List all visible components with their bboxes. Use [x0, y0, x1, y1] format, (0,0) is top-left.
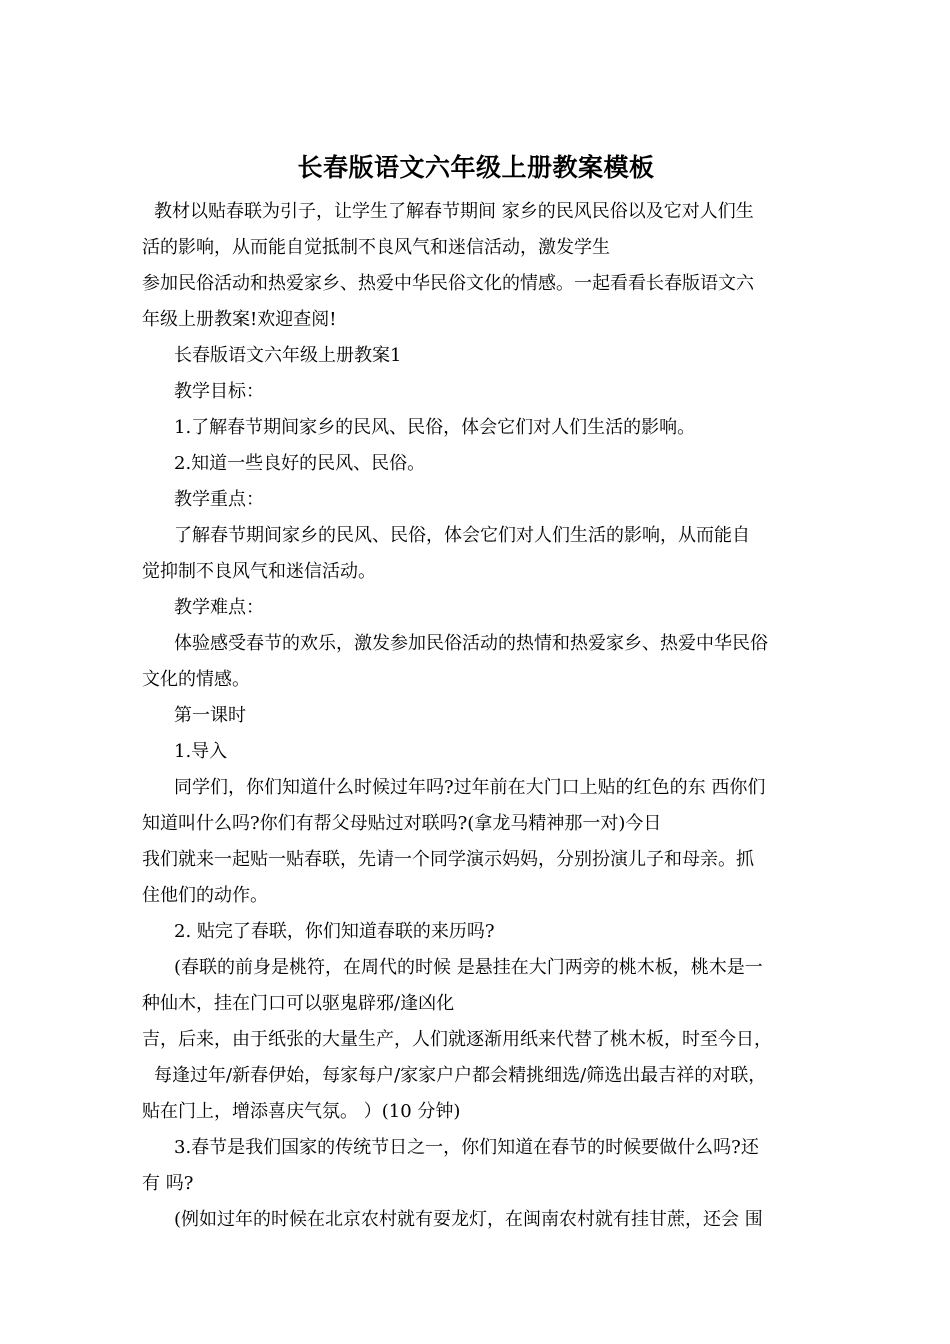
text-line: 有 吗?: [142, 1173, 194, 1194]
text-line: 2.知道一些良好的民风、民俗。: [174, 453, 426, 474]
text-line: 教材以贴春联为引子，让学生了解春节期间 家乡的民风民俗以及它对人们生: [154, 201, 754, 222]
text-line: 教学重点：: [174, 489, 264, 510]
text-line: 1.了解春节期间家乡的民风、民俗，体会它们对人们生活的影响。: [174, 417, 696, 438]
text-line: 同学们，你们知道什么时候过年吗?过年前在大门口上贴的红色的东 西你们: [174, 777, 766, 798]
text-line: 种仙木，挂在门口可以驱鬼辟邪/逢凶化: [142, 993, 455, 1014]
text-line: 知道叫什么吗?你们有帮父母贴过对联吗?(拿龙马精神那一对)今日: [142, 813, 662, 834]
text-line: 年级上册教案!欢迎查阅!: [142, 309, 337, 330]
text-line: 教学目标：: [174, 381, 264, 402]
text-line: 每逢过年/新春伊始，每家每户/家家户户都会精挑细选/筛选出最吉祥的对联，: [154, 1065, 767, 1086]
document-body: [142, 194, 810, 1238]
text-line: 2. 贴完了春联，你们知道春联的来历吗?: [174, 921, 495, 942]
text-line: 觉抑制不良风气和迷信活动。: [142, 561, 376, 582]
text-line: 贴在门上，增添喜庆气氛。 ）(10 分钟): [142, 1101, 461, 1122]
text-line: 文化的情感。: [142, 669, 250, 690]
text-line: 体验感受春节的欢乐，激发参加民俗活动的热情和热爱家乡、热爱中华民俗: [174, 633, 768, 654]
document-title: 长春版语文六年级上册教案模板: [297, 153, 655, 182]
text-line: (春联的前身是桃符，在周代的时候 是悬挂在大门两旁的桃木板，桃木是一: [174, 957, 763, 978]
text-line: 教学难点：: [174, 597, 264, 618]
text-line: 3.春节是我们国家的传统节日之一，你们知道在春节的时候要做什么吗?还: [174, 1137, 759, 1158]
text-line: 参加民俗活动和热爱家乡、热爱中华民俗文化的情感。一起看看长春版语文六: [142, 273, 754, 294]
text-line: 1.导入: [174, 741, 228, 762]
text-line: 长春版语文六年级上册教案1: [174, 345, 402, 366]
text-line: 活的影响，从而能自觉抵制不良风气和迷信活动，激发学生: [142, 237, 610, 258]
text-line: 了解春节期间家乡的民风、民俗，体会它们对人们生活的影响，从而能自: [174, 525, 750, 546]
text-line: (例如过年的时候在北京农村就有耍龙灯，在闽南农村就有挂甘蔗，还会 围: [174, 1209, 763, 1230]
text-line: 第一课时: [174, 705, 246, 726]
text-line: 吉，后来，由于纸张的大量生产，人们就逐渐用纸来代替了桃木板，时至今日，: [142, 1029, 772, 1050]
text-line: 住他们的动作。: [142, 885, 268, 906]
text-line: 我们就来一起贴一贴春联，先请一个同学演示妈妈，分别扮演儿子和母亲。抓: [142, 849, 754, 870]
